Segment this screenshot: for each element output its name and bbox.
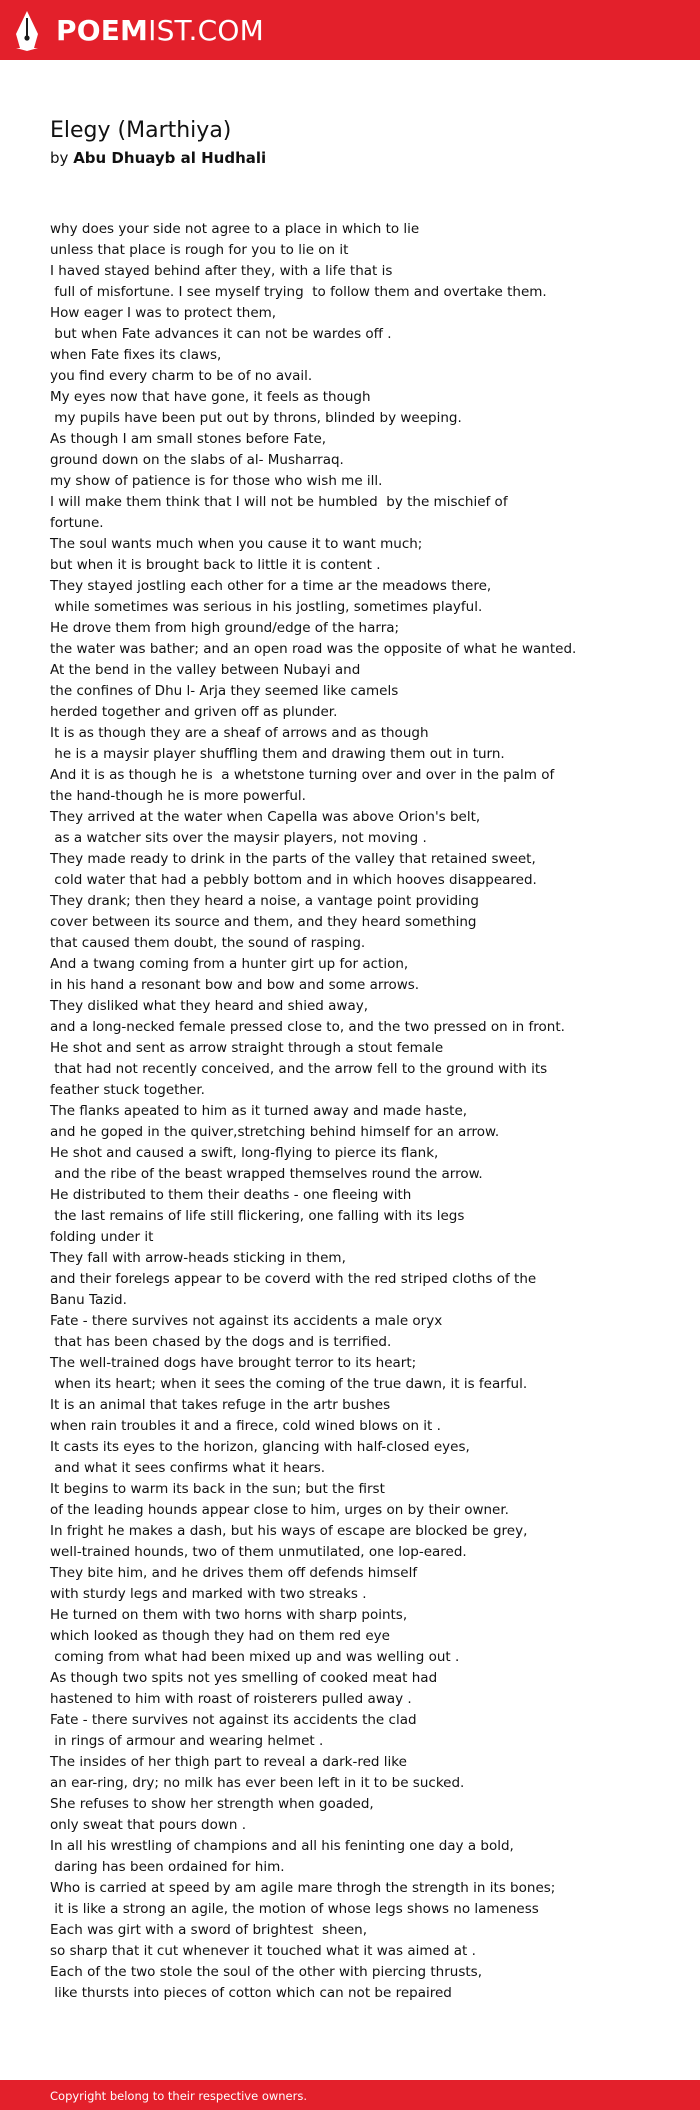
poem-line: I haved stayed behind after they, with a life that is (50, 263, 393, 279)
poem-line: as a watcher sits over the maysir players, not moving . (50, 830, 427, 846)
poem-line: the water was bather; and an open road was the opposite of what he wanted. (50, 641, 577, 657)
poem-line: They bite him, and he drives them off defends himself (50, 1565, 418, 1581)
poem-line: the last remains of life still flickering, one falling with its legs (50, 1208, 465, 1224)
poem-line: an ear-ring, dry; no milk has ever been left in it to be sucked. (50, 1775, 465, 1791)
poem-line: my show of patience is for those who wish me ill. (50, 473, 383, 489)
poem-line: but when it is brought back to little it is content . (50, 557, 381, 573)
poem-line: and their forelegs appear to be coverd with the red striped cloths of the (50, 1271, 537, 1287)
poem-line: in rings of armour and wearing helmet . (50, 1733, 324, 1749)
poem-line: He shot and sent as arrow straight through a stout female (50, 1040, 444, 1056)
poem-line: that caused them doubt, the sound of rasping. (50, 935, 366, 951)
poem-line: It casts its eyes to the horizon, glancing with half-closed eyes, (50, 1439, 470, 1455)
logo-wordmark-light: IST.COM (148, 14, 264, 47)
poem-line: He turned on them with two horns with sharp points, (50, 1607, 408, 1623)
poem-line: of the leading hounds appear close to him, urges on by their owner. (50, 1502, 509, 1518)
poem-line: They stayed jostling each other for a time ar the meadows there, (50, 578, 492, 594)
poem-line: The insides of her thigh part to reveal a dark-red like (50, 1754, 407, 1770)
poem-line: They fall with arrow-heads sticking in them, (50, 1250, 346, 1266)
poem-line: cold water that had a pebbly bottom and in which hooves disappeared. (50, 872, 537, 888)
poem-line: How eager I was to protect them, (50, 305, 277, 321)
poem-line: well-trained hounds, two of them unmutilated, one lop-eared. (50, 1544, 467, 1560)
poem-line: As though two spits not yes smelling of cooked meat had (50, 1670, 438, 1686)
poem-line: daring has been ordained for him. (50, 1859, 285, 1875)
poem-line: and a long-necked female pressed close to, and the two pressed on in front. (50, 1019, 565, 1035)
site-footer (0, 2080, 700, 2110)
poem-line: ground down on the slabs of al- Musharraq. (50, 452, 344, 468)
poem-line: I will make them think that I will not be humbled by the mischief of (50, 494, 508, 510)
logo-wordmark (56, 16, 264, 46)
by-label: by (50, 149, 69, 167)
poem-line: but when Fate advances it can not be wardes off . (50, 326, 392, 342)
copyright-notice: Copyright belong to their respective owners. (50, 2089, 308, 2103)
poem-line: It begins to warm its back in the sun; but the first (50, 1481, 385, 1497)
poem-line: He drove them from high ground/edge of the harra; (50, 620, 400, 636)
poem-line: in his hand a resonant bow and bow and some arrows. (50, 977, 420, 993)
poem-line: As though I am small stones before Fate, (50, 431, 327, 447)
poem-line: and the ribe of the beast wrapped themselves round the arrow. (50, 1166, 483, 1182)
poem-line: Fate - there survives not against its accidents a male oryx (50, 1313, 443, 1329)
poem-line: The soul wants much when you cause it to want much; (50, 536, 423, 552)
poem-line: They arrived at the water when Capella was above Orion's belt, (50, 809, 481, 825)
poem-line: My eyes now that have gone, it feels as though (50, 389, 371, 405)
poem-line: She refuses to show her strength when goaded, (50, 1796, 374, 1812)
poem-line: full of misfortune. I see myself trying to follow them and overtake them. (50, 284, 547, 300)
poem-line: Fate - there survives not against its accidents the clad (50, 1712, 417, 1728)
poem-line: Each was girt with a sword of brightest sheen, (50, 1922, 368, 1938)
poem-line: cover between its source and them, and they heard something (50, 914, 477, 930)
poem-line: Banu Tazid. (50, 1292, 127, 1308)
quill-pen-icon (14, 10, 40, 52)
poem-line: it is like a strong an agile, the motion of whose legs shows no lameness (50, 1901, 539, 1917)
poem-line: hastened to him with roast of roisterers pulled away . (50, 1691, 412, 1707)
poem-line: fortune. (50, 515, 104, 531)
poem-line: They disliked what they heard and shied away, (50, 998, 369, 1014)
poem-line: The flanks apeated to him as it turned away and made haste, (50, 1103, 468, 1119)
poem-line: while sometimes was serious in his jostling, sometimes playful. (50, 599, 483, 615)
poem-line: folding under it (50, 1229, 154, 1245)
site-logo[interactable] (14, 9, 264, 53)
poem-line: only sweat that pours down . (50, 1817, 247, 1833)
poem-line: like thursts into pieces of cotton which can not be repaired (50, 1985, 452, 2001)
poem-line: And a twang coming from a hunter girt up for action, (50, 956, 409, 972)
logo-wordmark-strong: POEM (56, 14, 149, 47)
poem-line: and what it sees confirms what it hears. (50, 1460, 326, 1476)
poem-line: my pupils have been put out by throns, blinded by weeping. (50, 410, 462, 426)
poem-line: coming from what had been mixed up and was welling out . (50, 1649, 460, 1665)
poem-line: He shot and caused a swift, long-flying to pierce its flank, (50, 1145, 439, 1161)
poem-line: that had not recently conceived, and the arrow fell to the ground with its (50, 1061, 548, 1077)
poem-line: The well-trained dogs have brought terror to its heart; (50, 1355, 417, 1371)
poem-line: when its heart; when it sees the coming of the true dawn, it is fearful. (50, 1376, 528, 1392)
poem-line: In fright he makes a dash, but his ways of escape are blocked be grey, (50, 1523, 528, 1539)
poem-title: Elegy (Marthiya) (50, 118, 232, 143)
poem-line: that has been chased by the dogs and is terrified. (50, 1334, 392, 1350)
poem-line: you find every charm to be of no avail. (50, 368, 313, 384)
poem-line: when Fate fixes its claws, (50, 347, 222, 363)
poem-line: He distributed to them their deaths - one fleeing with (50, 1187, 412, 1203)
poem-line: And it is as though he is a whetstone turning over and over in the palm of (50, 767, 555, 783)
poem-byline (50, 148, 266, 168)
poem-line: Who is carried at speed by am agile mare throgh the strength in its bones; (50, 1880, 556, 1896)
poem-line: They made ready to drink in the parts of the valley that retained sweet, (50, 851, 536, 867)
author-name[interactable]: Abu Dhuayb al Hudhali (73, 149, 267, 167)
poem-line: unless that place is rough for you to lie on it (50, 242, 349, 258)
poem-line: feather stuck together. (50, 1082, 205, 1098)
poem-line: At the bend in the valley between Nubayi and (50, 662, 361, 678)
poem-line: They drank; then they heard a noise, a vantage point providing (50, 893, 479, 909)
poem-line: he is a maysir player shuffling them and drawing them out in turn. (50, 746, 505, 762)
poem-line: and he goped in the quiver,stretching behind himself for an arrow. (50, 1124, 500, 1140)
poem-line: the hand-though he is more powerful. (50, 788, 306, 804)
poem-line: herded together and griven off as plunder. (50, 704, 338, 720)
poem-line: which looked as though they had on them red eye (50, 1628, 390, 1644)
poem-line: with sturdy legs and marked with two streaks . (50, 1586, 367, 1602)
poem-body (50, 219, 660, 2004)
poem-line: so sharp that it cut whenever it touched what it was aimed at . (50, 1943, 476, 1959)
poem-line: It is as though they are a sheaf of arrows and as though (50, 725, 429, 741)
poem-line: why does your side not agree to a place in which to lie (50, 221, 420, 237)
poem-line: the confines of Dhu l- Arja they seemed like camels (50, 683, 399, 699)
poem-line: when rain troubles it and a firece, cold wined blows on it . (50, 1418, 441, 1434)
poem-line: It is an animal that takes refuge in the artr bushes (50, 1397, 391, 1413)
poem-line: Each of the two stole the soul of the other with piercing thrusts, (50, 1964, 482, 1980)
site-header (0, 0, 700, 60)
poem-line: In all his wrestling of champions and all his feninting one day a bold, (50, 1838, 514, 1854)
